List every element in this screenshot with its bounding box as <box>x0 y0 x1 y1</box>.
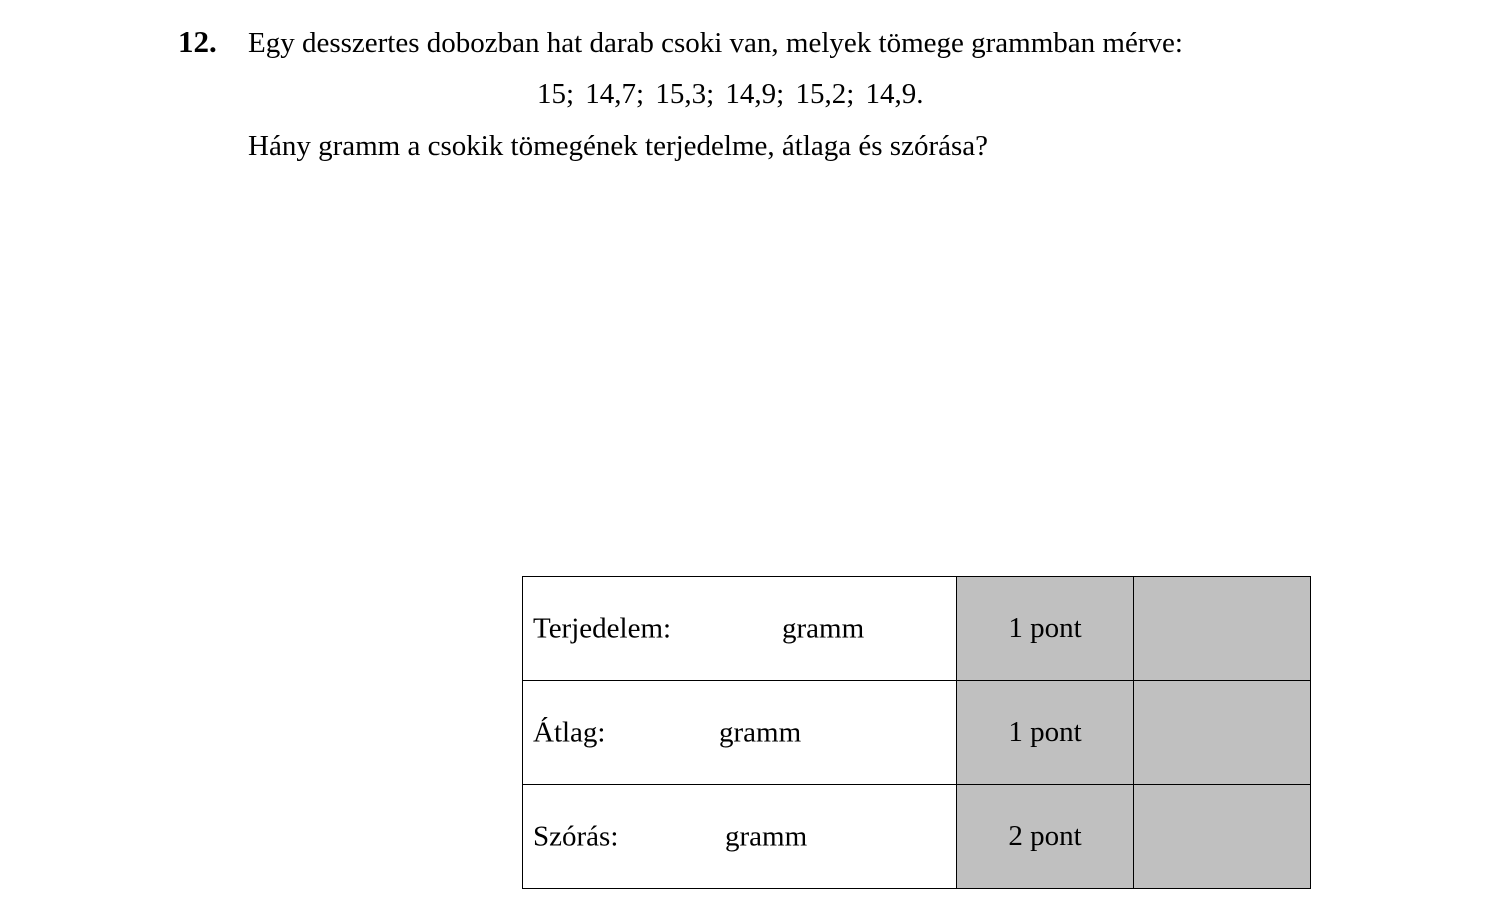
range-answer-cell[interactable] <box>523 577 957 681</box>
mean-answer-cell[interactable] <box>523 681 957 785</box>
std-dev-score-box <box>1134 785 1311 889</box>
std-dev-unit: gramm <box>725 820 808 852</box>
range-label: Terjedelem: <box>533 612 672 644</box>
mean-label: Átlag: <box>533 716 606 748</box>
std-dev-label: Szórás: <box>533 820 619 852</box>
answer-row-std-dev <box>523 785 1311 889</box>
mass-values: 15; 14,7; 15,3; 14,9; 15,2; 14,9. <box>537 78 924 110</box>
mean-score-box <box>1134 681 1311 785</box>
mean-unit: gramm <box>719 716 802 748</box>
problem-number: 12. <box>178 24 217 59</box>
problem-question: Hány gramm a csokik tömegének terjedelme, átlaga és szórása? <box>248 130 988 162</box>
problem-intro: Egy desszertes dobozban hat darab csoki van, melyek tömege grammban mérve: <box>248 27 1183 59</box>
answer-table <box>522 576 1311 889</box>
std-dev-points: 2 pont <box>957 785 1134 889</box>
range-score-box <box>1134 577 1311 681</box>
std-dev-answer-cell[interactable] <box>523 785 957 889</box>
answer-row-mean <box>523 681 1311 785</box>
range-points: 1 pont <box>957 577 1134 681</box>
answer-row-range <box>523 577 1311 681</box>
mean-points: 1 pont <box>957 681 1134 785</box>
range-unit: gramm <box>782 612 865 644</box>
